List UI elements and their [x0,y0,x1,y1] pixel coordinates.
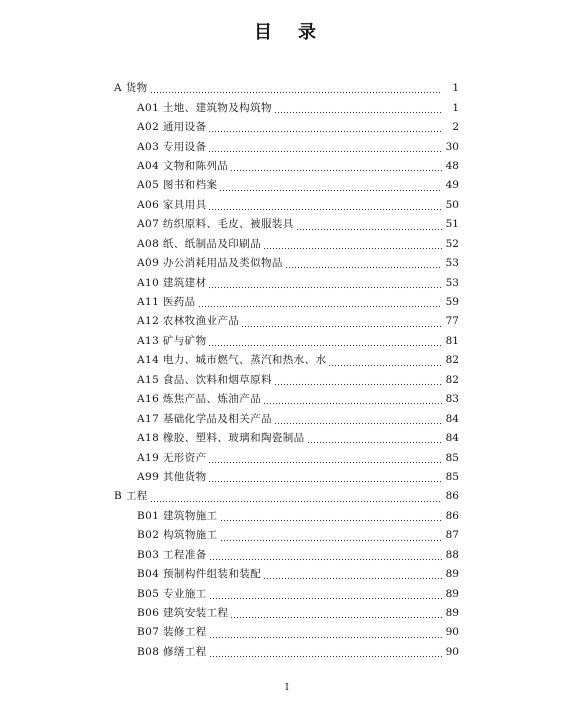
toc-entry-label: A06 家具用具 [137,198,207,211]
toc-entry-label: B 工程 [114,490,148,503]
toc-entry-page-number: 77 [445,315,459,328]
toc-entry-label: A19 无形资产 [137,451,207,464]
toc-entry-page-number: 52 [445,237,459,250]
dot-leader [208,125,442,133]
dot-leader [296,223,442,231]
dot-leader [208,475,442,483]
toc-entry-page-number: 49 [445,179,459,192]
toc-entry-page-number: 53 [445,257,459,270]
toc-subsection-entry [0,604,574,623]
toc-entry-page-number: 30 [445,140,459,153]
toc-subsection-entry [0,468,574,487]
toc-section-entry [0,487,574,506]
toc-entry-page-number: 50 [445,198,459,211]
dot-leader [274,378,442,386]
toc-entry-page-number: 85 [445,451,459,464]
toc-entry-label: A17 基础化学品及相关产品 [137,412,272,425]
toc-entry-page-number: 90 [445,645,459,658]
dot-leader [274,106,442,114]
toc-subsection-entry [0,623,574,642]
toc-entry-page-number: 84 [445,412,459,425]
toc-entry-page-number: 48 [445,159,459,172]
toc-entry-page-number: 1 [452,82,459,95]
toc-entry-label: B06 建筑安装工程 [137,607,229,620]
toc-entry-label: A13 矿与矿物 [137,334,207,347]
footer-page-number: I [285,683,289,693]
toc-entry-label: A04 文物和陈列品 [137,159,229,172]
dot-leader [209,631,442,639]
toc-entry-page-number: 89 [445,607,459,620]
toc-subsection-entry [0,584,574,603]
page-title: 目 录 [254,22,320,43]
dot-leader [208,203,442,211]
dot-leader [220,514,442,522]
toc-entry-page-number: 87 [445,529,459,542]
toc-subsection-entry [0,448,574,467]
toc-subsection-entry [0,351,574,370]
toc-subsection-entry [0,409,574,428]
toc-entry-page-number: 88 [445,548,459,561]
toc-entry-label: B02 构筑物施工 [137,529,218,542]
dot-leader [150,86,442,94]
toc-entry-label: A09 办公消耗用品及类似物品 [137,257,283,270]
dot-leader [230,164,442,172]
toc-entry-page-number: 53 [445,276,459,289]
toc-entry-page-number: 51 [445,218,459,231]
toc-subsection-entry [0,429,574,448]
toc-entry-page-number: 84 [445,432,459,445]
toc-entry-label: A 货物 [114,82,148,95]
toc-subsection-entry [0,332,574,351]
toc-subsection-entry [0,312,574,331]
toc-entry-label: A11 医药品 [137,296,196,309]
toc-entry-page-number: 59 [445,296,459,309]
toc-entry-label: B07 装修工程 [137,626,207,639]
toc-entry-page-number: 82 [445,354,459,367]
toc-entry-label: A08 纸、纸制品及印刷品 [137,237,261,250]
toc-entry-page-number: 1 [452,101,459,114]
toc-subsection-entry [0,293,574,312]
dot-leader [150,495,442,503]
toc-subsection-entry [0,196,574,215]
toc-entry-label: A05 图书和档案 [137,179,218,192]
table-of-contents [0,79,574,662]
toc-entry-page-number: 83 [445,393,459,406]
dot-leader [209,650,442,658]
toc-entry-page-number: 90 [445,626,459,639]
toc-entry-label: A14 电力、城市燃气、蒸汽和热水、水 [137,354,327,367]
toc-entry-page-number: 89 [445,568,459,581]
dot-leader [219,184,442,192]
toc-subsection-entry [0,176,574,195]
toc-entry-label: A18 橡胶、塑料、玻璃和陶瓷制品 [137,432,305,445]
toc-entry-label: B03 工程准备 [137,548,207,561]
toc-subsection-entry [0,118,574,137]
dot-leader [230,611,442,619]
toc-subsection-entry [0,235,574,254]
toc-entry-label: B01 建筑物施工 [137,509,218,522]
dot-leader [208,456,442,464]
toc-entry-label: A01 土地、建筑物及构筑物 [137,101,272,114]
dot-leader [209,553,442,561]
toc-entry-label: A02 通用设备 [137,121,207,134]
dot-leader [263,242,442,250]
dot-leader [274,417,442,425]
toc-subsection-entry [0,254,574,273]
toc-subsection-entry [0,390,574,409]
toc-entry-page-number: 81 [445,334,459,347]
toc-section-entry [0,79,574,98]
toc-entry-label: B04 预制构件组装和装配 [137,568,262,581]
toc-entry-label: A15 食品、饮料和烟草原料 [137,373,272,386]
toc-entry-page-number: 86 [445,509,459,522]
toc-entry-page-number: 89 [445,587,459,600]
dot-leader [307,436,442,444]
dot-leader [209,592,442,600]
toc-entry-label: B05 专业施工 [137,587,207,600]
toc-entry-label: A07 纺织原料、毛皮、被服装具 [137,218,294,231]
toc-entry-label: A10 建筑建材 [137,276,207,289]
toc-subsection-entry [0,273,574,292]
toc-entry-page-number: 85 [445,470,459,483]
dot-leader [241,320,442,328]
toc-subsection-entry [0,98,574,117]
toc-entry-label: A12 农林牧渔业产品 [137,315,240,328]
toc-subsection-entry [0,157,574,176]
dot-leader [220,534,442,542]
toc-entry-label: A03 专用设备 [137,140,207,153]
toc-entry-page-number: 82 [445,373,459,386]
toc-subsection-entry [0,643,574,662]
toc-entry-page-number: 2 [452,121,459,134]
toc-subsection-entry [0,507,574,526]
toc-subsection-entry [0,546,574,565]
dot-leader [208,281,442,289]
dot-leader [198,300,442,308]
toc-entry-page-number: 86 [445,490,459,503]
toc-subsection-entry [0,526,574,545]
toc-subsection-entry [0,565,574,584]
dot-leader [328,359,442,367]
toc-subsection-entry [0,371,574,390]
dot-leader [263,397,442,405]
toc-entry-label: A16 炼焦产品、炼油产品 [137,393,261,406]
dot-leader [263,572,442,580]
dot-leader [208,339,442,347]
toc-subsection-entry [0,137,574,156]
toc-subsection-entry [0,215,574,234]
toc-entry-label: B08 修缮工程 [137,645,207,658]
dot-leader [208,145,442,153]
dot-leader [285,261,442,269]
toc-entry-label: A99 其他货物 [137,470,207,483]
